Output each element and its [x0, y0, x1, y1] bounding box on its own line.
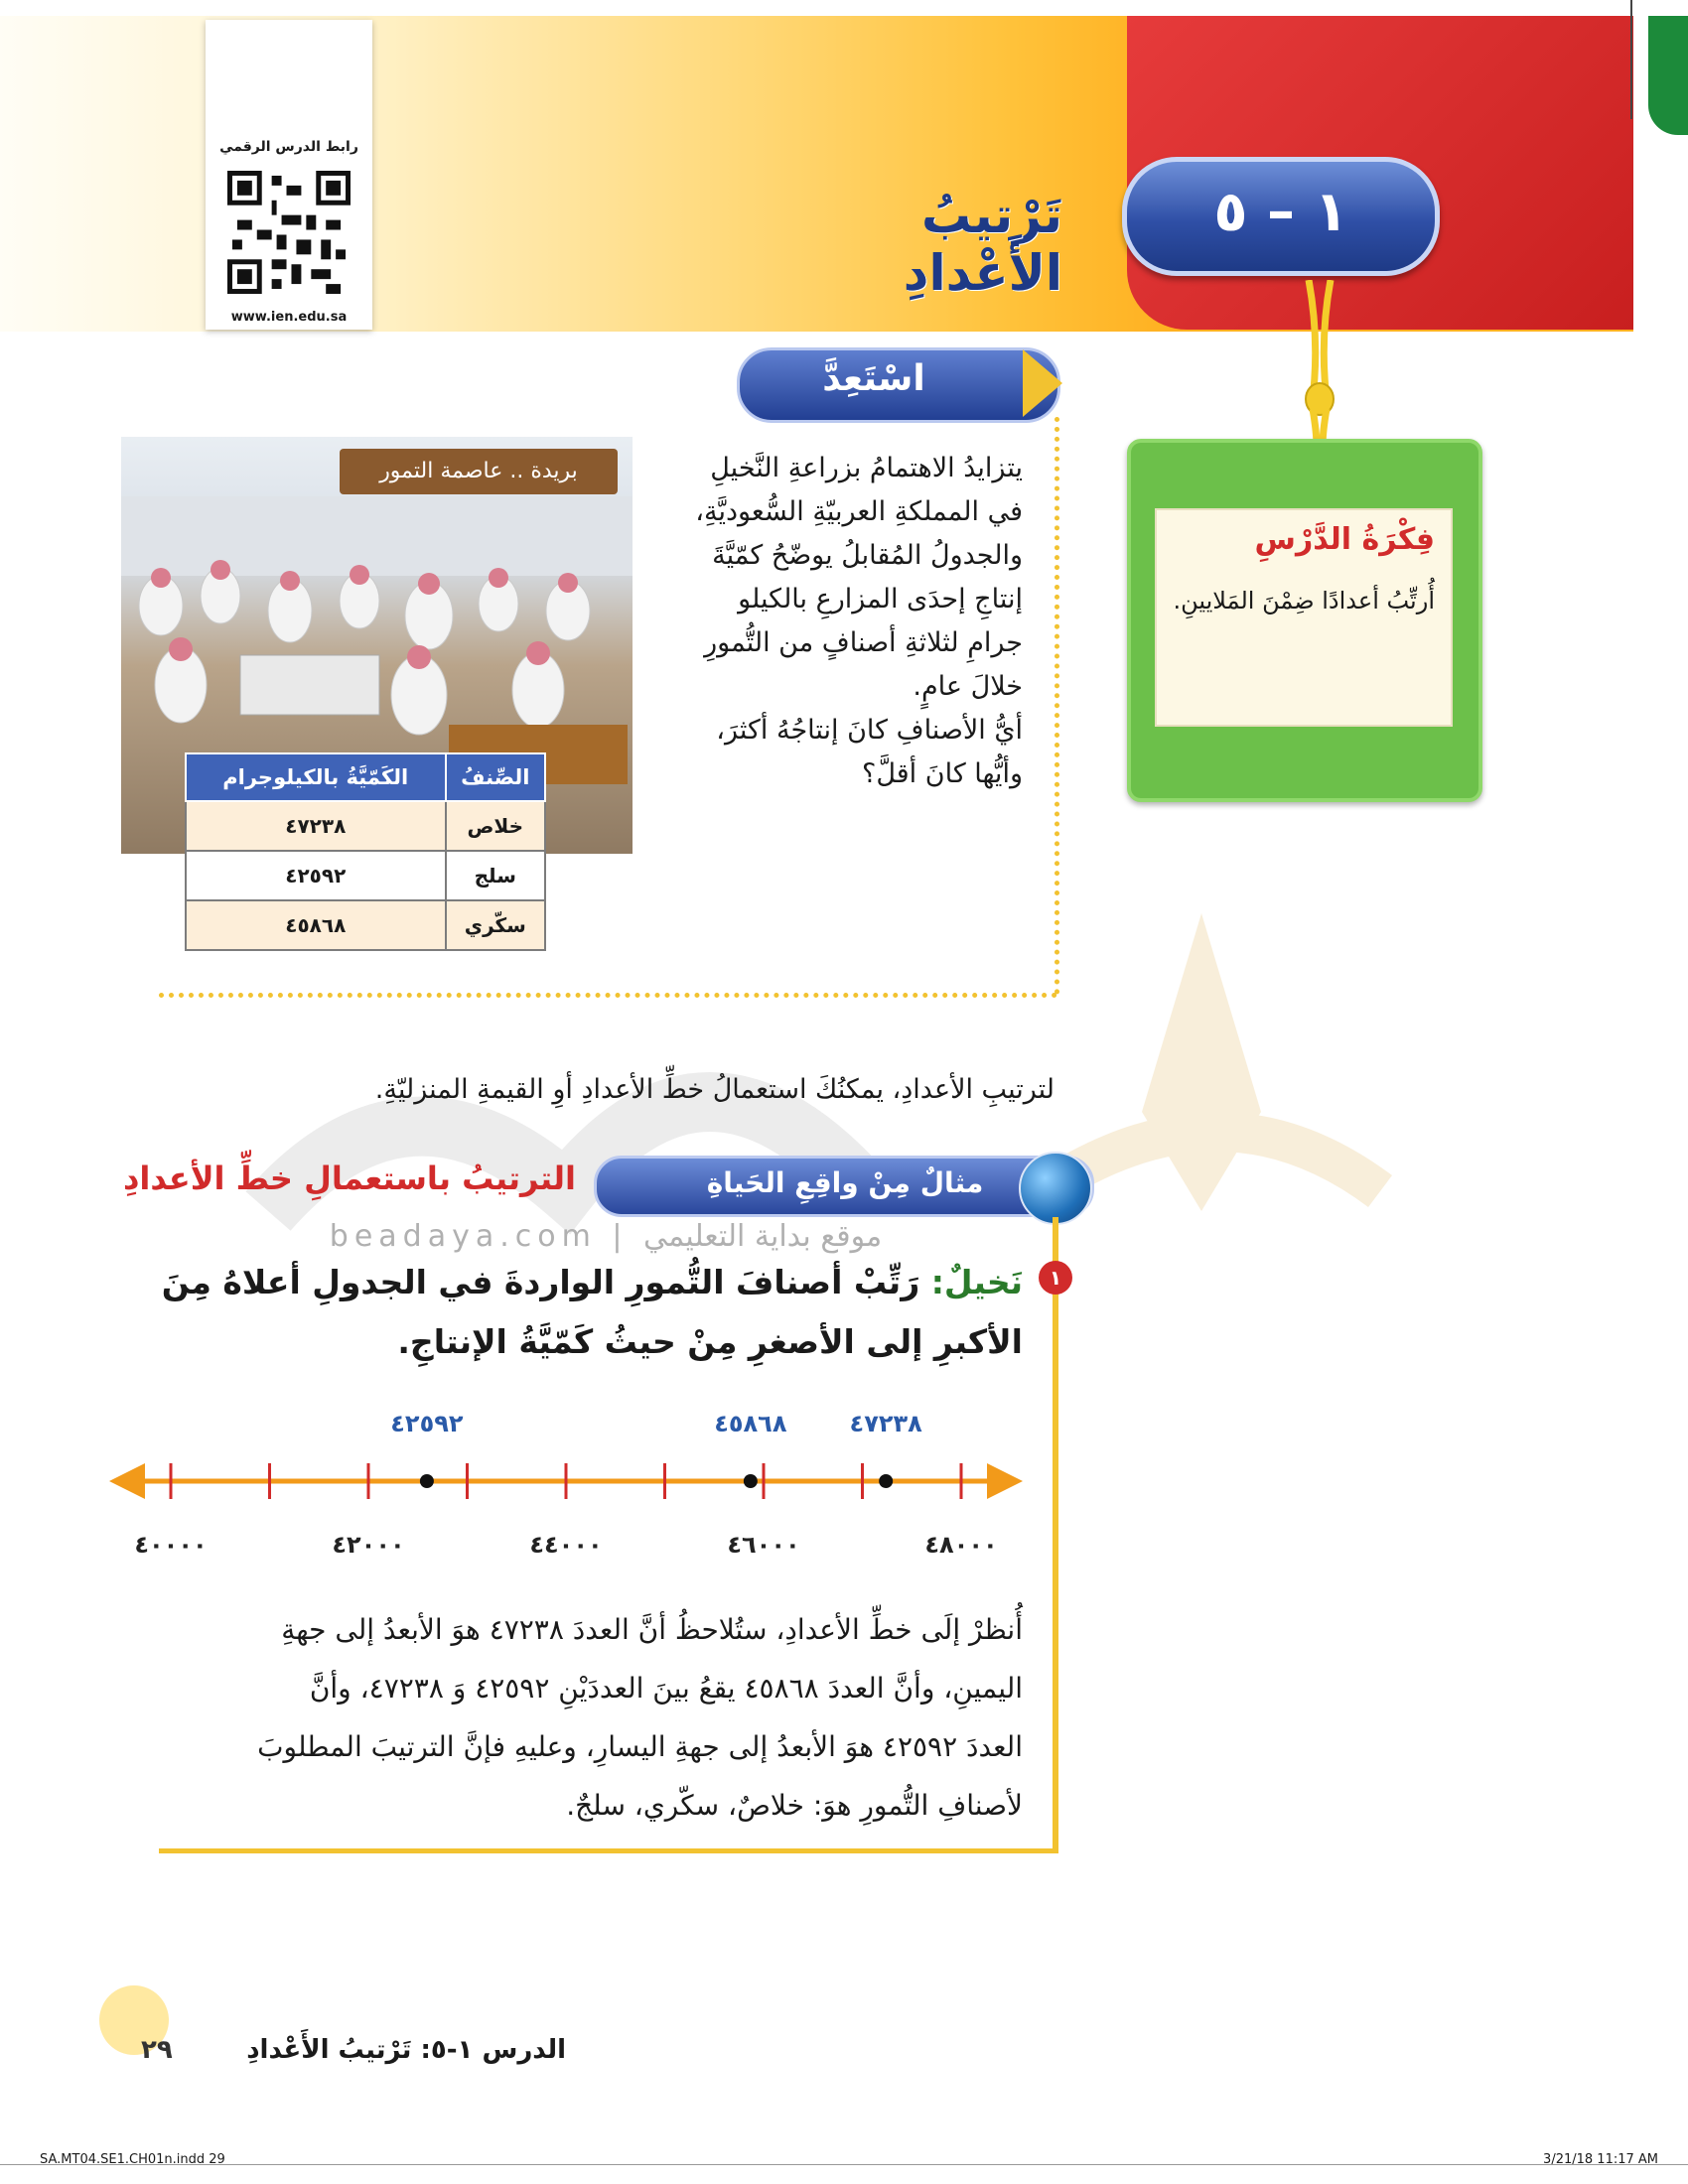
number-line-point-label: ٤٥٨٦٨ [714, 1410, 787, 1437]
example-question-text: رَتِّبْ أصنافَ التُّمورِ الواردةَ في الجدولِ أعلاهُ مِنَ الأكبرِ إلى الأصغرِ مِنْ حيثُ كَمّيَّةُ الإنتاجِ. [161, 1263, 1023, 1361]
chapter-tab [1648, 16, 1688, 135]
example-border-right [1053, 1217, 1058, 1852]
number-line-arrow-right [987, 1463, 1023, 1499]
footer-lesson-label: الدرس ١-٥: تَرْتيبُ الأَعْدادِ [246, 2035, 566, 2065]
number-line-point [420, 1474, 434, 1488]
explanation-line: أُنظرْ إلَى خطِّ الأعدادِ، ستُلاحظُ أنَّ العددَ ٤٧٢٣٨ هوَ الأبعدُ إلى جهةِ [281, 1613, 1023, 1646]
explanation-line: اليمينِ، وأنَّ العددَ ٤٥٨٦٨ يقعُ بينَ العددَيْنِ ٤٢٥٩٢ وَ ٤٧٢٣٨، وأنَّ [309, 1672, 1023, 1705]
table-header-quantity: الكَمّيَّةُ بالكيلوجرام [186, 753, 446, 801]
table-cell-quantity: ٤٢٥٩٢ [186, 851, 446, 900]
table-header-type: الصِّنفُ [446, 753, 545, 801]
lesson-idea-card [1127, 439, 1482, 802]
number-line-point-label: ٤٧٢٣٨ [849, 1410, 922, 1437]
prepare-header [737, 347, 1060, 423]
number-line-point [744, 1474, 758, 1488]
example-keyword: نَخيلٌ: [930, 1263, 1023, 1301]
prepare-line: والجدولُ المُقابلُ يوضّحُ كمّيَّةَ [712, 540, 1023, 571]
explanation-paragraph [199, 1600, 1023, 1835]
table-cell-quantity: ٤٥٨٦٨ [186, 900, 446, 950]
watermark-url: beadaya.com | موقع بداية التعليمي [329, 1219, 883, 1254]
prepare-paragraph [635, 447, 1023, 796]
lesson-number: ١ – ٥ [1213, 180, 1348, 244]
globe-icon [1019, 1152, 1092, 1225]
slug-filename: SA.MT04.SE1.CH01n.indd 29 [40, 2152, 225, 2167]
number-line-tick-label: ٤٦٠٠٠ [727, 1531, 800, 1559]
qr-code-icon[interactable] [227, 171, 351, 294]
table-cell-type: خلاص [446, 801, 545, 851]
prepare-line: وأيُّها كانَ أقلَّ؟ [862, 758, 1023, 789]
number-line-tick-label: ٤٠٠٠٠ [134, 1531, 208, 1559]
table-cell-quantity: ٤٧٢٣٨ [186, 801, 446, 851]
example-subtitle: الترتيبُ باستعمالِ خطِّ الأعدادِ [122, 1160, 576, 1197]
lesson-idea-heading: فِكْرَةُ الدَّرْسِ [1254, 522, 1435, 557]
photo-banner: بريدة .. عاصمة التمور [340, 449, 618, 494]
explanation-line: لأصنافِ التُّمورِ هوَ: خلاصٌ، سكّري، سلجٌ. [566, 1789, 1023, 1822]
qr-label: رابط الدرس الرقمي [219, 139, 358, 155]
explanation-line: العددَ ٤٢٥٩٢ هوَ الأبعدُ إلى جهةِ اليسارِ، وعليهِ فإنَّ الترتيبَ المطلوبَ [257, 1730, 1023, 1763]
example-border-bottom [159, 1848, 1058, 1853]
table-cell-type: سلج [446, 851, 545, 900]
lesson-idea-panel [1155, 508, 1453, 727]
qr-url[interactable]: www.ien.edu.sa [230, 310, 348, 325]
crop-mark [1630, 0, 1632, 119]
number-line-point-label: ٤٢٥٩٢ [390, 1410, 464, 1437]
qr-card[interactable] [206, 20, 372, 330]
number-line-arrow-left [109, 1463, 145, 1499]
prepare-line: جرامِ لثلاثةِ أصنافٍ من التُّمورِ [704, 627, 1023, 658]
example-question [149, 1253, 1023, 1372]
table-cell-type: سكّري [446, 900, 545, 950]
prepare-line: يتزايدُ الاهتمامُ بزراعةِ النَّخيلِ [710, 453, 1023, 483]
slug-timestamp: 3/21/18 11:17 AM [1543, 2152, 1658, 2167]
number-line-tick-label: ٤٤٠٠٠ [529, 1531, 603, 1559]
example-label: مثالٌ مِنْ واقِعِ الحَياةِ [706, 1166, 984, 1199]
lesson-idea-text: أُرتِّبُ أعدادًا ضِمْنَ المَلايينِ. [1173, 587, 1435, 614]
number-line [109, 1408, 1023, 1586]
prepare-label: اسْتَعِدَّ [822, 358, 925, 399]
table-row [186, 801, 545, 851]
prepare-line: أيُّ الأصنافِ كانَ إنتاجُهُ أكثرَ، [716, 715, 1023, 746]
prepare-line: في المملكةِ العربيّةِ السُّعوديَّةِ، [695, 496, 1023, 527]
prepare-line: خلالَ عامٍ. [913, 671, 1023, 702]
page-number: ٢٩ [141, 2035, 173, 2065]
play-arrow-icon [1023, 349, 1062, 417]
lesson-title: تَرْتيبُ الأَعْدادِ [903, 187, 1062, 302]
number-line-tick-label: ٤٨٠٠٠ [924, 1531, 998, 1559]
lesson-number-badge [1122, 157, 1440, 276]
intro-text: لترتيبِ الأعدادِ، يمكنُكَ استعمالُ خطِّ الأعدادِ أوِ القيمةِ المنزليّةِ. [374, 1074, 1055, 1105]
example-number-badge: ١ [1039, 1261, 1072, 1295]
prepare-line: إنتاجِ إحدَى المزارعِ بالكيلو [738, 584, 1023, 614]
number-line-point [879, 1474, 893, 1488]
number-line-tick-label: ٤٢٠٠٠ [332, 1531, 405, 1559]
